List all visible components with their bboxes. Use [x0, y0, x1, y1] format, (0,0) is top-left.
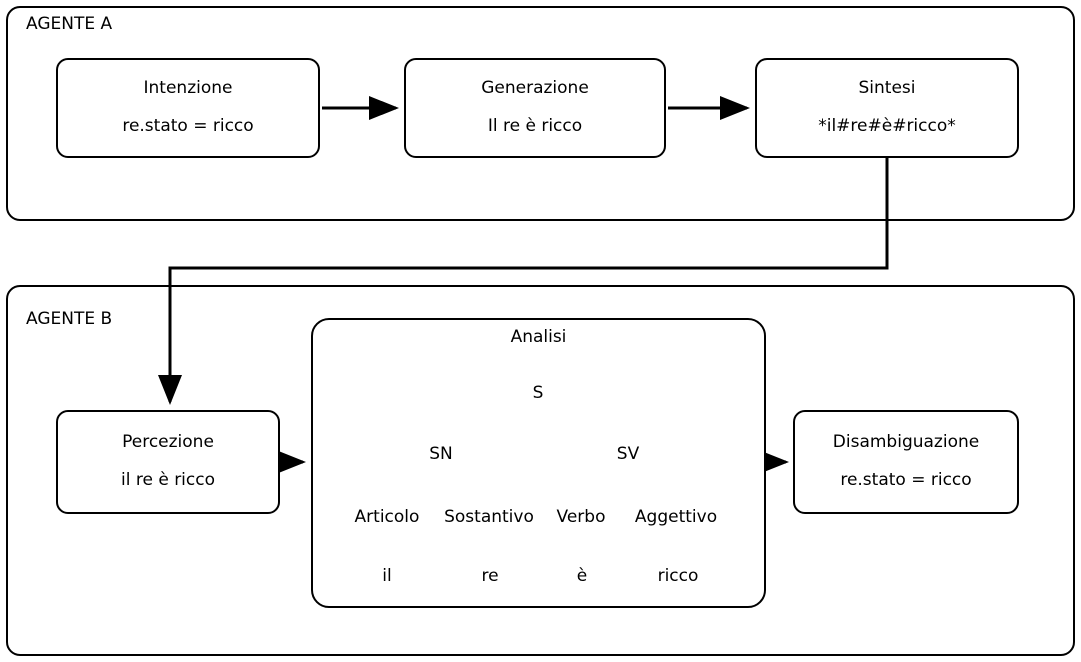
tree-node-aggettivo: Aggettivo — [634, 507, 718, 527]
agent-a-label: AGENTE A — [26, 14, 113, 34]
tree-node-sostantivo: Sostantivo — [444, 507, 534, 527]
node-disambiguazione-value: re.stato = ricco — [840, 470, 972, 490]
node-generazione[interactable] — [404, 58, 666, 158]
tree-leaf-e: è — [576, 566, 588, 586]
node-disambiguazione[interactable] — [793, 410, 1019, 514]
analisi-container[interactable] — [311, 318, 766, 608]
node-percezione-value: il re è ricco — [121, 470, 215, 490]
tree-node-articolo: Articolo — [354, 507, 420, 527]
tree-node-sv: SV — [616, 444, 640, 464]
node-generazione-value: Il re è ricco — [487, 116, 583, 136]
node-intenzione[interactable] — [56, 58, 320, 158]
node-sintesi-title: Sintesi — [858, 78, 916, 99]
node-sintesi-value: *il#re#è#ricco* — [818, 116, 956, 136]
node-intenzione-value: re.stato = ricco — [122, 116, 254, 136]
agent-b-label: AGENTE B — [26, 309, 113, 329]
node-disambiguazione-title: Disambiguazione — [832, 432, 980, 453]
node-generazione-title: Generazione — [481, 78, 589, 99]
node-sintesi[interactable] — [755, 58, 1019, 158]
node-percezione-title: Percezione — [122, 432, 214, 453]
analisi-title: Analisi — [510, 327, 567, 347]
tree-node-s: S — [532, 383, 544, 403]
tree-leaf-re: re — [481, 566, 499, 586]
tree-node-verbo: Verbo — [556, 507, 606, 527]
node-intenzione-title: Intenzione — [143, 78, 233, 99]
tree-leaf-ricco: ricco — [657, 566, 699, 586]
tree-node-sn: SN — [429, 444, 453, 464]
node-percezione[interactable] — [56, 410, 280, 514]
tree-leaf-il: il — [382, 566, 392, 586]
